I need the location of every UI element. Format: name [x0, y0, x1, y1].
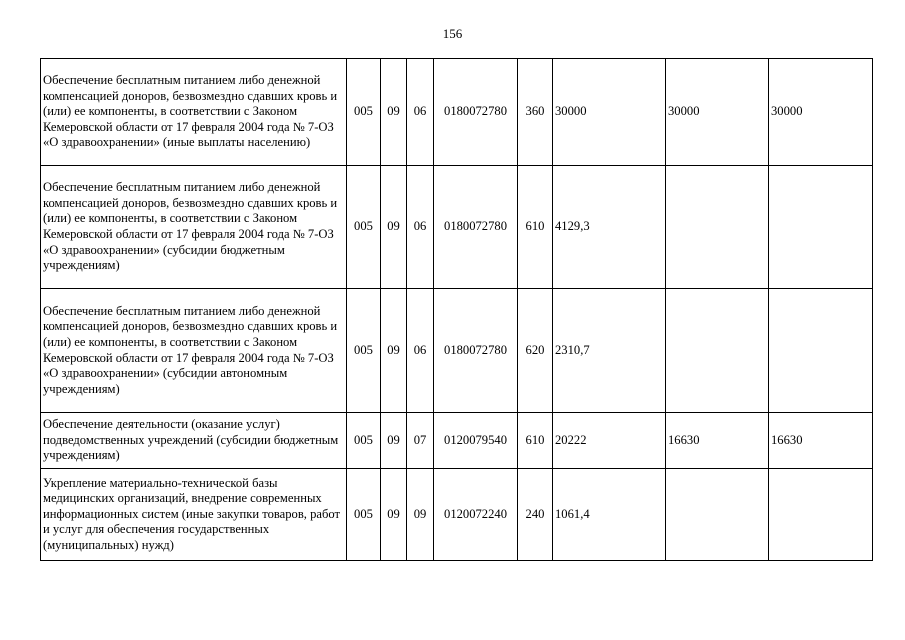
table-row	[41, 59, 873, 166]
amount-year-3: 30000	[769, 59, 873, 166]
table-row	[41, 469, 873, 561]
page-number: 156	[442, 26, 463, 41]
amount-year-2: 16630	[666, 413, 769, 469]
amount-year-1: 20222	[553, 413, 666, 469]
subsection-code: 06	[407, 166, 434, 289]
section-code: 09	[381, 469, 407, 561]
section-code: 09	[381, 413, 407, 469]
row-description: Обеспечение бесплатным питанием либо денежной компенсацией доноров, безвозмездно сдавших кровь и (или) ее компоненты, в соответствии с Законом Кемеровской области от 17 февраля 2004 года № 7-ОЗ «О здравоохранении» (иные выплаты населению)	[41, 59, 347, 166]
target-article-code: 0180072780	[434, 59, 518, 166]
target-article-code: 0180072780	[434, 166, 518, 289]
section-code: 09	[381, 166, 407, 289]
target-article-code: 0180072780	[434, 289, 518, 413]
section-code: 09	[381, 289, 407, 413]
row-description: Обеспечение деятельности (оказание услуг) подведомственных учреждений (субсидии бюджетным учреждениям)	[41, 413, 347, 469]
budget-table	[40, 58, 873, 561]
amount-year-1: 2310,7	[553, 289, 666, 413]
amount-year-2	[666, 166, 769, 289]
expense-type-code: 620	[518, 289, 553, 413]
amount-year-3	[769, 469, 873, 561]
amount-year-3	[769, 289, 873, 413]
target-article-code: 0120072240	[434, 469, 518, 561]
ministry-code: 005	[347, 59, 381, 166]
table-row	[41, 166, 873, 289]
ministry-code: 005	[347, 289, 381, 413]
section-code: 09	[381, 59, 407, 166]
amount-year-2: 30000	[666, 59, 769, 166]
expense-type-code: 360	[518, 59, 553, 166]
amount-year-1: 1061,4	[553, 469, 666, 561]
target-article-code: 0120079540	[434, 413, 518, 469]
ministry-code: 005	[347, 413, 381, 469]
amount-year-2	[666, 289, 769, 413]
table-row	[41, 413, 873, 469]
row-description: Укрепление материально-технической базы медицинских организаций, внедрение современных информационных систем (иные закупки товаров, работ и услуг для обеспечения государственных (муниципальных) нужд)	[41, 469, 347, 561]
ministry-code: 005	[347, 166, 381, 289]
subsection-code: 09	[407, 469, 434, 561]
amount-year-1: 30000	[553, 59, 666, 166]
ministry-code: 005	[347, 469, 381, 561]
amount-year-1: 4129,3	[553, 166, 666, 289]
amount-year-3	[769, 166, 873, 289]
table-row	[41, 289, 873, 413]
amount-year-3: 16630	[769, 413, 873, 469]
subsection-code: 06	[407, 289, 434, 413]
expense-type-code: 610	[518, 166, 553, 289]
expense-type-code: 610	[518, 413, 553, 469]
table-body	[41, 59, 873, 561]
row-description: Обеспечение бесплатным питанием либо денежной компенсацией доноров, безвозмездно сдавших кровь и (или) ее компоненты, в соответствии с Законом Кемеровской области от 17 февраля 2004 года № 7-ОЗ «О здравоохранении» (субсидии автономным учреждениям)	[41, 289, 347, 413]
subsection-code: 06	[407, 59, 434, 166]
amount-year-2	[666, 469, 769, 561]
expense-type-code: 240	[518, 469, 553, 561]
row-description: Обеспечение бесплатным питанием либо денежной компенсацией доноров, безвозмездно сдавших кровь и (или) ее компоненты, в соответствии с Законом Кемеровской области от 17 февраля 2004 года № 7-ОЗ «О здравоохранении» (субсидии бюджетным учреждениям)	[41, 166, 347, 289]
subsection-code: 07	[407, 413, 434, 469]
